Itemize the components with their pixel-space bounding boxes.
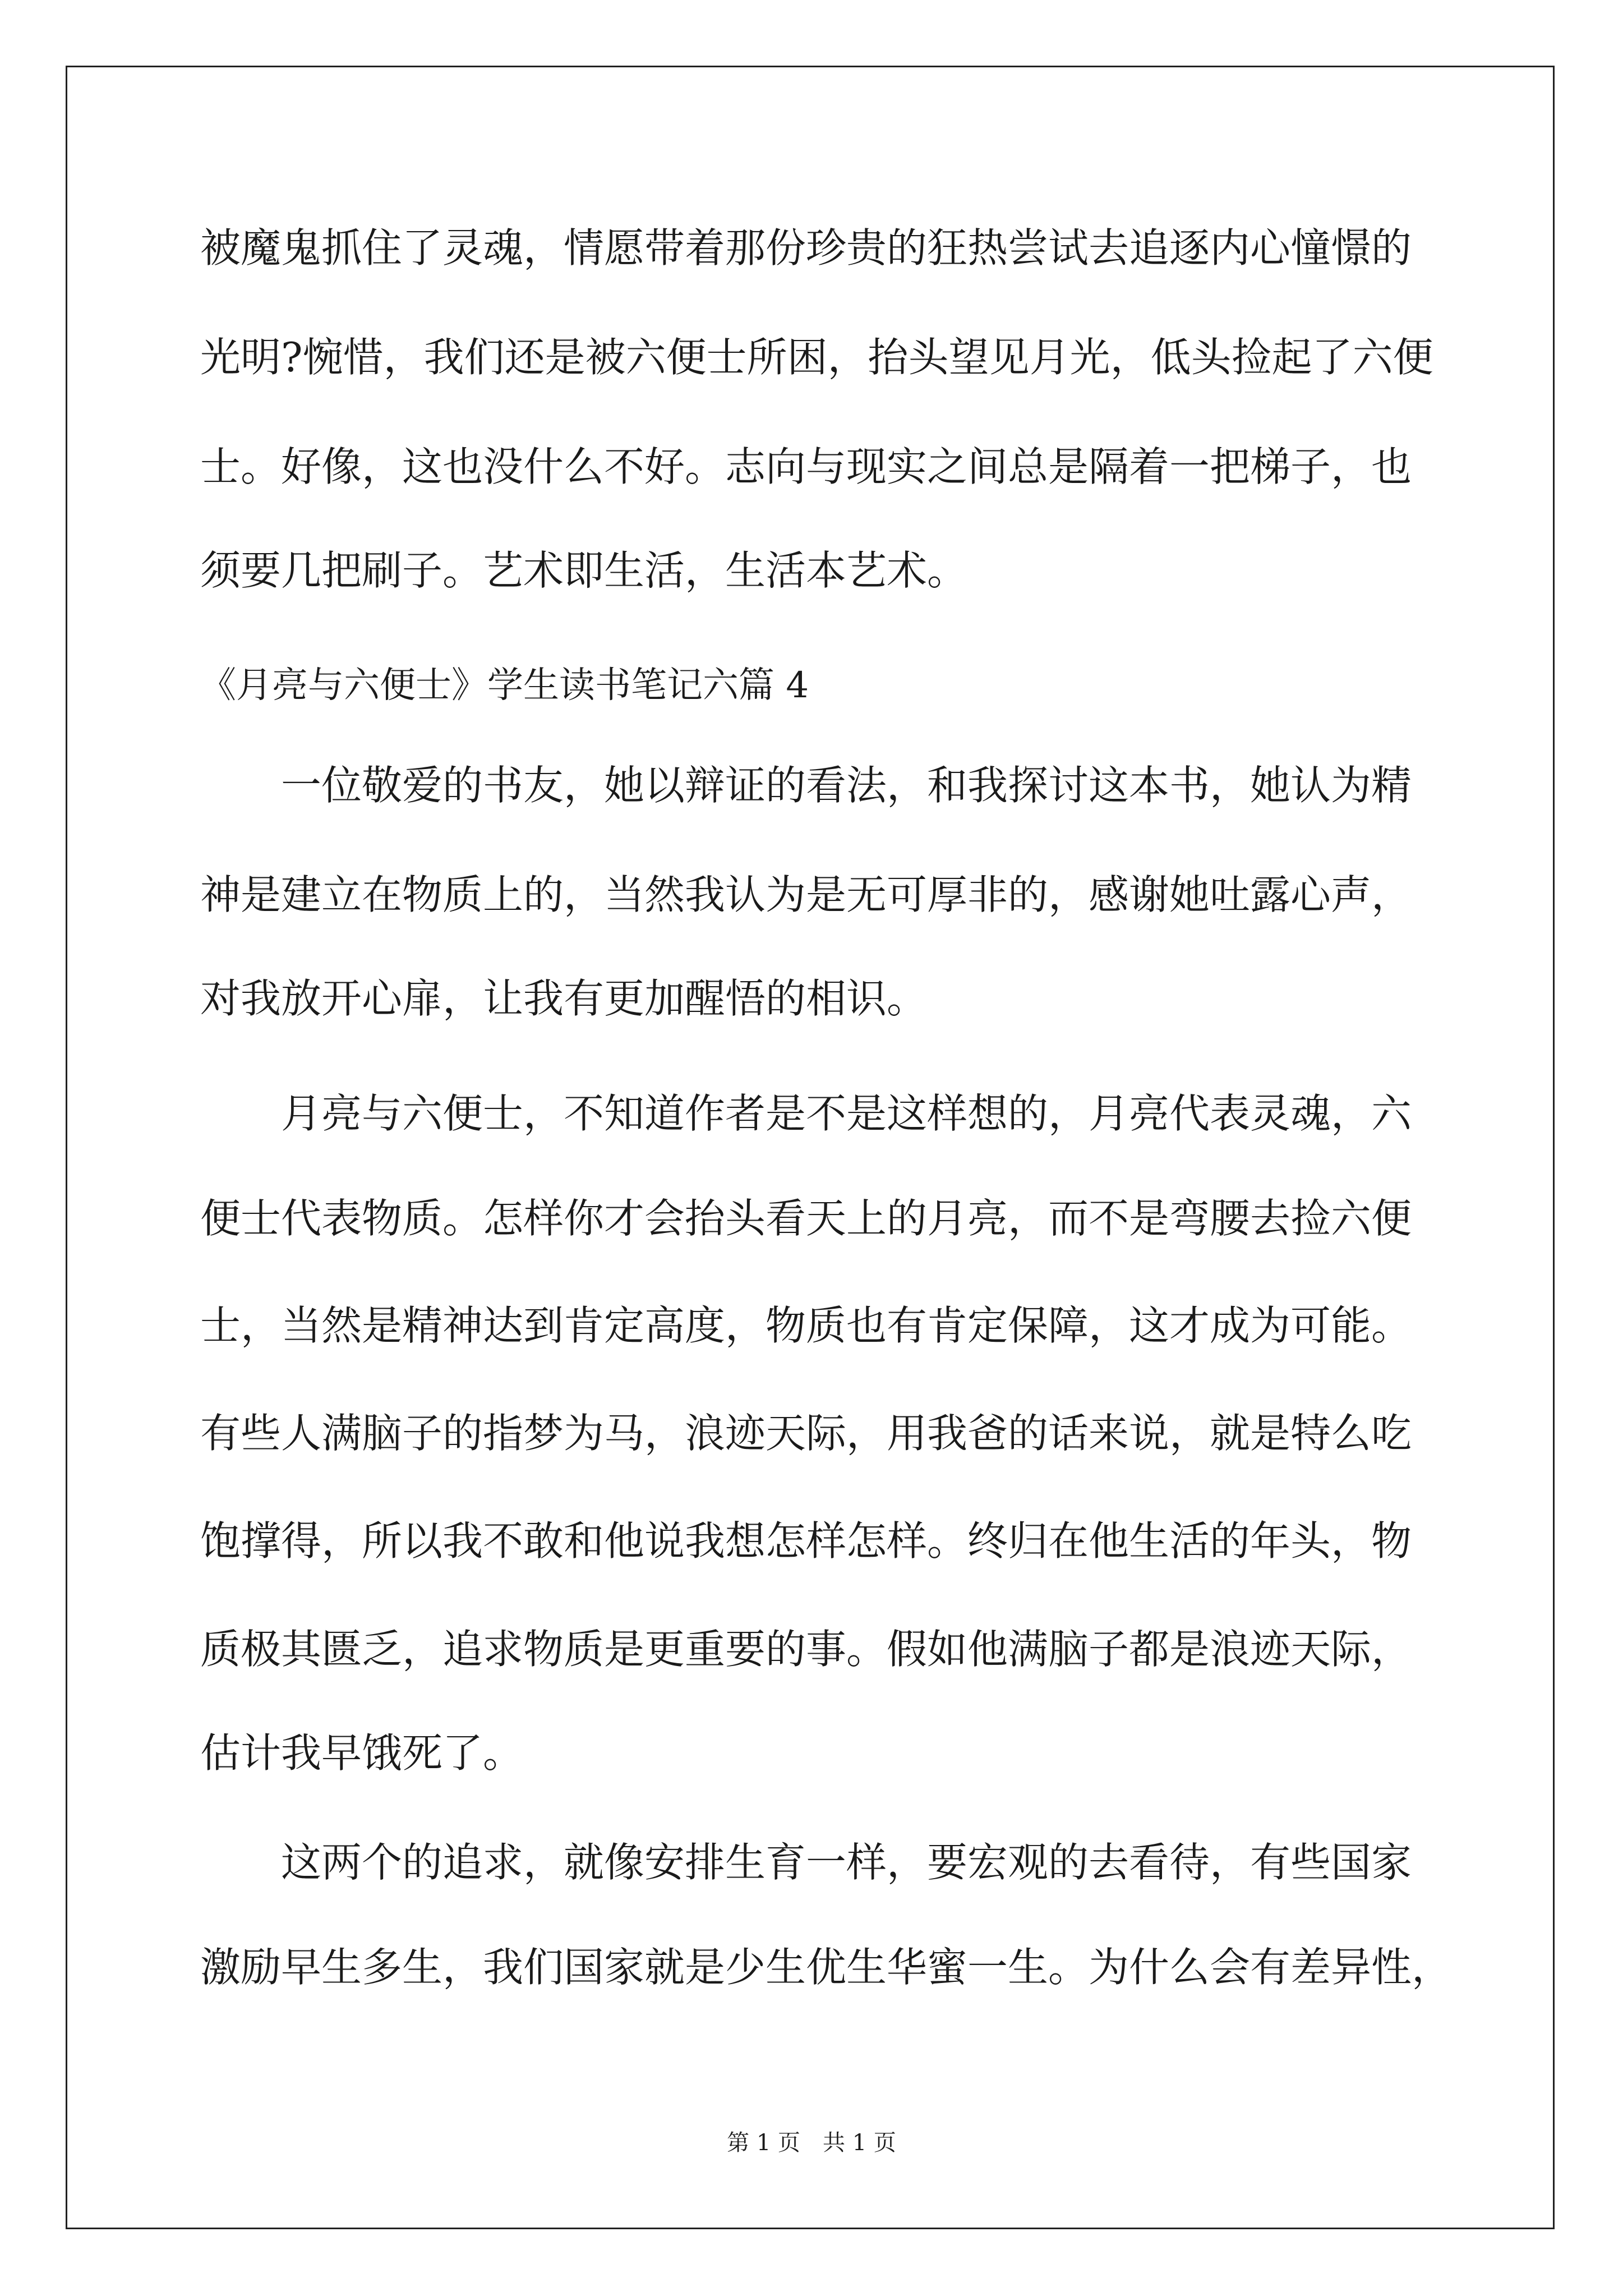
page-number: 第 1 页 共 1 页 [727, 2130, 896, 2156]
text-line: 估计我早饿死了。 [200, 1729, 524, 1777]
text-line: 须要几把刷子。艺术即生活，生活本艺术。 [200, 547, 968, 594]
text-line: 被魔鬼抓住了灵魂，情愿带着那份珍贵的狂热尝试去追逐内心憧憬的 [200, 224, 1412, 272]
text-line: 光明?惋惜，我们还是被六便士所困，抬头望见月光，低头捡起了六便 [200, 334, 1433, 381]
text-line: 饱撑得，所以我不敢和他说我想怎样怎样。终归在他生活的年头，物 [200, 1517, 1412, 1565]
text-line: 这两个的追求，就像安排生育一样，要宏观的去看待，有些国家 [200, 1839, 1412, 1886]
text-line: 士，当然是精神达到肯定高度，物质也有肯定保障，这才成为可能。 [200, 1302, 1412, 1349]
text-line: 质极其匮乏，追求物质是更重要的事。假如他满脑子都是浪迹天际， [200, 1626, 1412, 1673]
text-line: 一位敬爱的书友，她以辩证的看法，和我探讨这本书，她认为精 [200, 762, 1412, 809]
section-heading: 《月亮与六便士》学生读书笔记六篇 4 [200, 665, 809, 706]
text-line: 对我放开心扉，让我有更加醒悟的相识。 [200, 975, 928, 1022]
text-line: 月亮与六便士，不知道作者是不是这样想的，月亮代表灵魂，六 [200, 1090, 1412, 1137]
text-line: 便士代表物质。怎样你才会抬头看天上的月亮，而不是弯腰去捡六便 [200, 1195, 1412, 1242]
page-border [66, 66, 1555, 2229]
text-line: 激励早生多生，我们国家就是少生优生华蜜一生。为什么会有差异性， [200, 1944, 1453, 1991]
text-line: 士。好像，这也没什么不好。志向与现实之间总是隔着一把梯子，也 [200, 443, 1412, 490]
text-line: 有些人满脑子的指梦为马，浪迹天际，用我爸的话来说，就是特么吃 [200, 1410, 1412, 1457]
text-line: 神是建立在物质上的，当然我认为是无可厚非的，感谢她吐露心声， [200, 871, 1412, 918]
